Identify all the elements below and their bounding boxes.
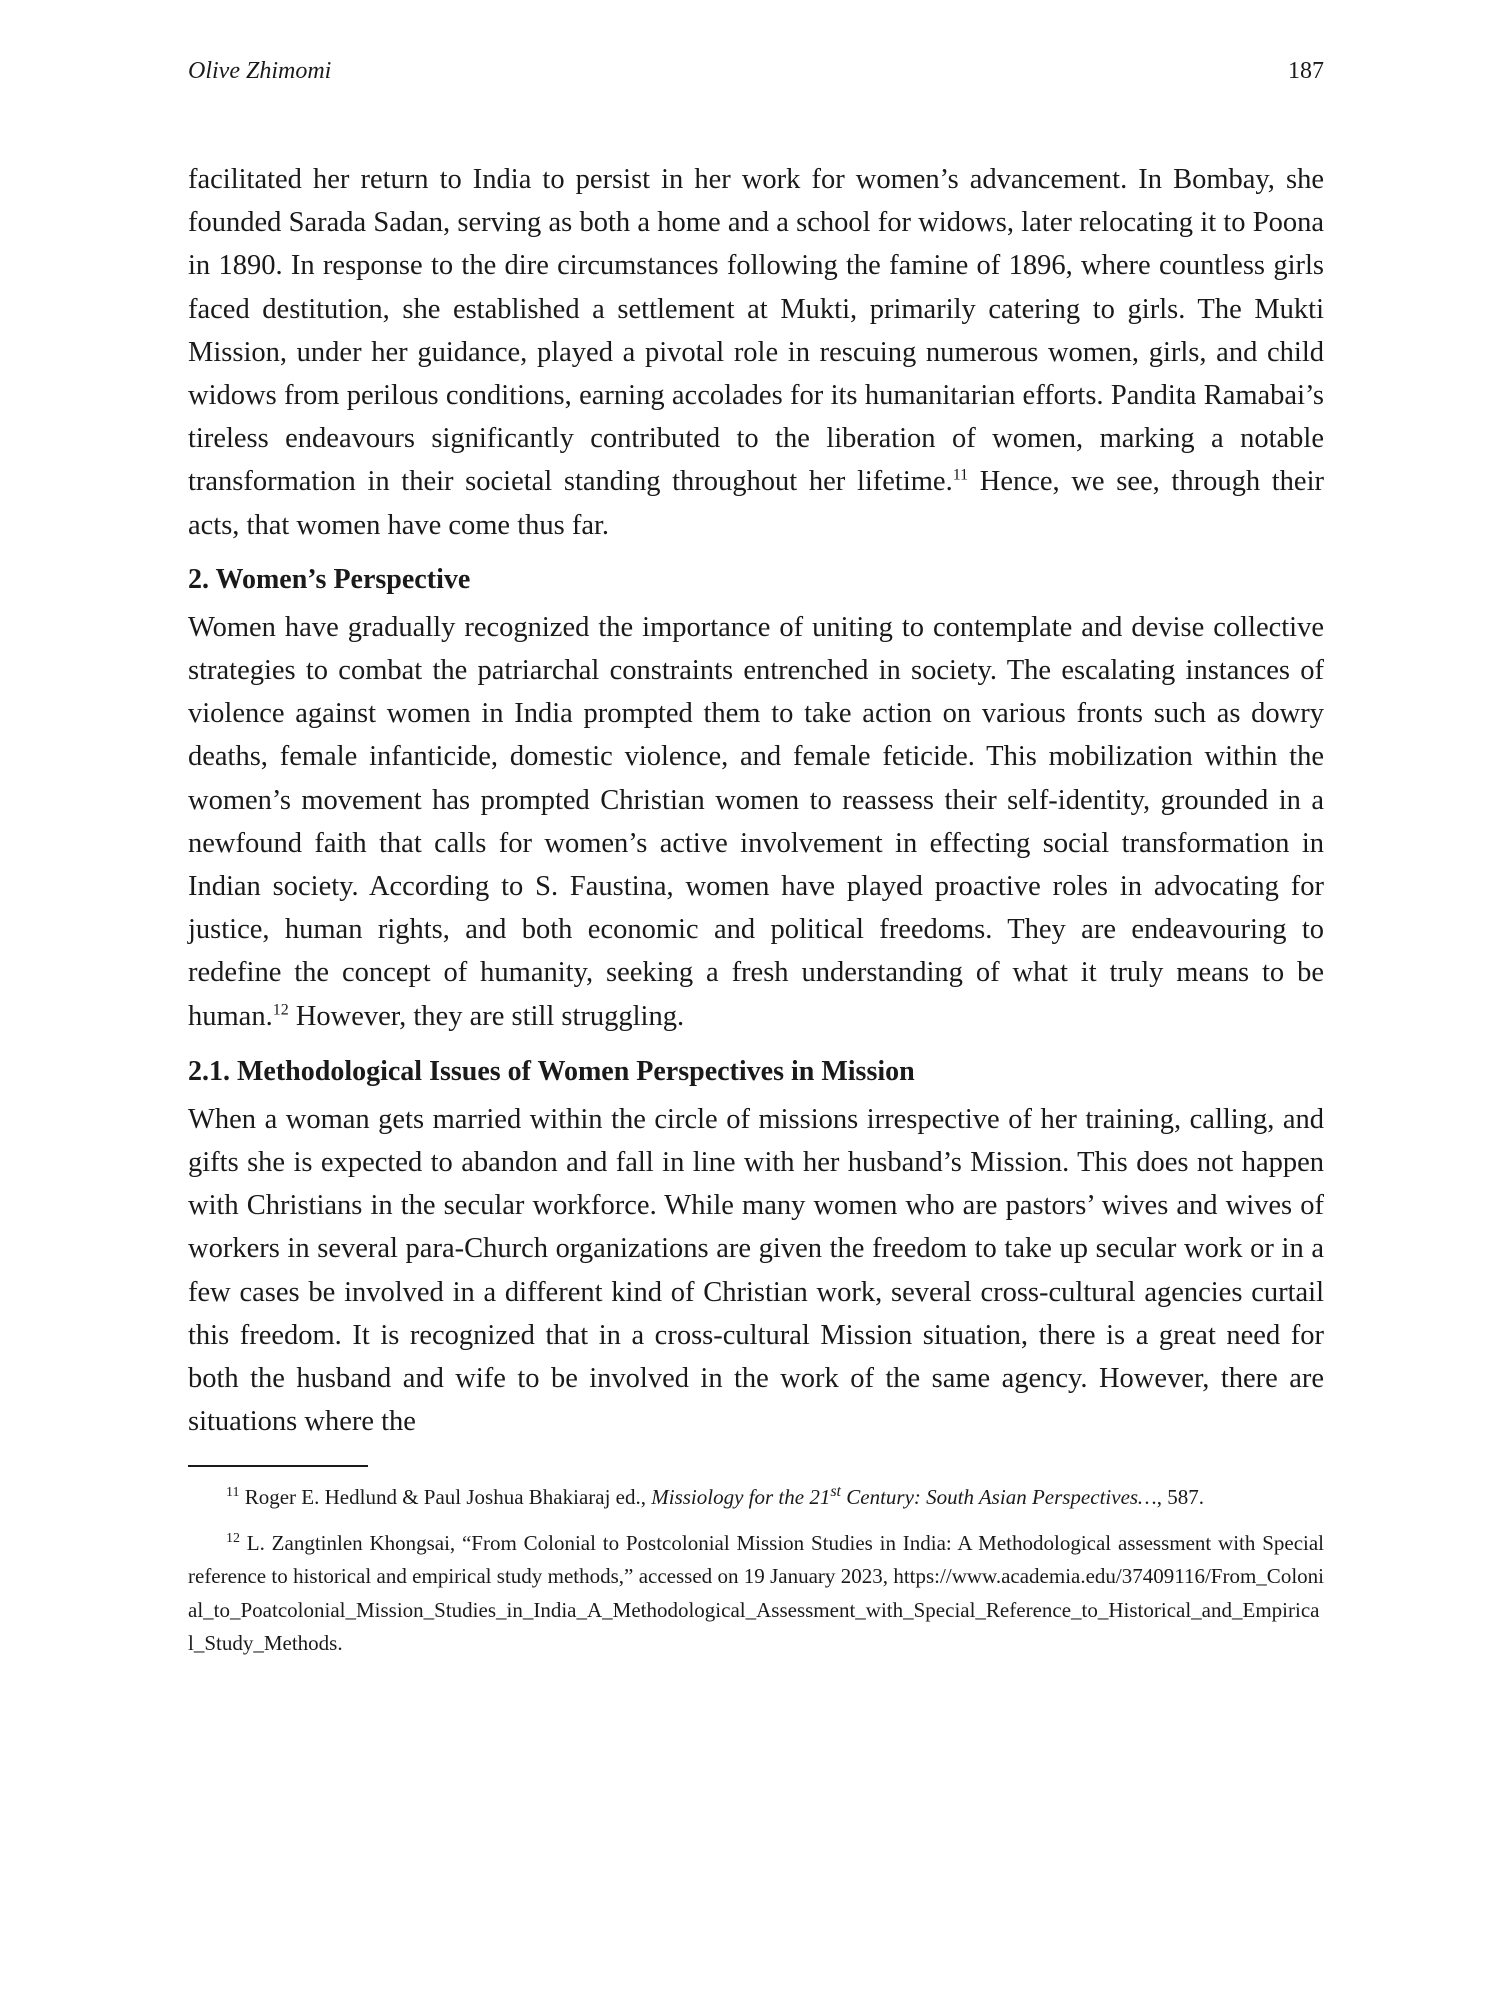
footnote-title-rest: Century: South Asian Perspectives…	[841, 1485, 1157, 1510]
paragraph-text: facilitated her return to India to persist in her work for women’s advancement. In Bombay, she founded Sarada Sadan, serving as both a home and a school for widows, later relocating it to Poona in 1890. In response to the dire circumstances following the famine of 1896, where countless girls faced destitution, she established a settlement at Mukti, primarily catering to girls. The Mukti Mission, under her guidance, played a pivotal role in rescuing numerous women, girls, and child widows from perilous conditions, earning accolades for its humanitarian efforts. Pandita Ramabai’s tireless endeavours significantly contributed to the liberation of women, marking a notable transformation in their societal standing throughout her lifetime.	[188, 164, 1324, 498]
paragraph-text: Women have gradually recognized the importance of uniting to contemplate and devise collective strategies to combat the patriarchal constraints entrenched in society. The escalating instances of violence against women in India prompted them to take action on various fronts such as dowry deaths, female infanticide, domestic violence, and female feticide. This mobilization within the women’s movement has prompted Christian women to reassess their self-identity, grounded in a newfound faith that calls for women’s active involvement in effecting social transformation in Indian society. According to S. Faustina, women have played proactive roles in advocating for justice, human rights, and both economic and political freedoms. They are endeavouring to redefine the concept of humanity, seeking a fresh understanding of what it truly means to be human.	[188, 611, 1324, 1032]
footnote-number: 12	[226, 1530, 240, 1546]
footnote-text: Roger E. Hedlund & Paul Joshua Bhakiaraj ed.,	[244, 1485, 652, 1510]
section-heading-methodological-issues: 2.1. Methodological Issues of Women Perspectives in Mission	[188, 1055, 915, 1087]
footnote-11	[188, 1481, 1324, 1515]
footnote-page: , 587.	[1156, 1485, 1204, 1510]
running-head-author: Olive Zhimomi	[188, 58, 332, 84]
footnote-12	[188, 1527, 1324, 1661]
paragraph-ramabai	[188, 158, 1324, 547]
footnote-book-title	[651, 1485, 1156, 1509]
footnote-divider	[188, 1465, 368, 1467]
book-page	[188, 58, 1324, 1958]
footnote-ref-11[interactable]: 11	[952, 466, 969, 484]
paragraph-text-end: Hence, we see, through their acts, that women have come thus far.	[188, 466, 1324, 541]
page-number: 187	[1288, 58, 1324, 84]
paragraph-text-end: However, they are still struggling.	[288, 1000, 685, 1032]
paragraph-methodological-issues: When a woman gets married within the circle of missions irrespective of her training, calling, and gifts she is expected to abandon and fall in line with her husband’s Mission. This does not happen with Christians in the secular workforce. While many women who are pastors’ wives and wives of workers in several para-Church organizations are given the freedom to take up secular work or in a few cases be involved in a different kind of Christian work, several cross-cultural agencies curtail this freedom. It is recognized that in a cross-cultural Mission situation, there is a great need for both the husband and wife to be involved in the work of the same agency. However, there are situations where the	[188, 1103, 1324, 1438]
footnote-number: 11	[226, 1485, 240, 1501]
footnote-ref-12[interactable]: 12	[272, 1001, 289, 1019]
running-head	[188, 58, 1324, 98]
footnote-text: L. Zangtinlen Khongsai, “From Colonial to Postcolonial Mission Studies in India: A Methodological assessment with Special reference to historical and empirical study methods,” accessed on 19 January 2023,	[188, 1530, 1324, 1589]
footnote-title-sup: st	[830, 1483, 841, 1501]
footnote-title-part: Missiology for the 21	[651, 1485, 831, 1510]
footnote-url-link[interactable]: https://www.academia.edu/37409116/From_Colonial_to_Poatcolonial_Mission_Studies_in_India_A_Methodological_Assessment_with_Special_Reference_to_Historical_and_Empirical_Study_Methods.	[188, 1564, 1324, 1656]
paragraph-womens-perspective	[188, 606, 1324, 1038]
section-heading-womens-perspective: 2. Women’s Perspective	[188, 563, 471, 595]
